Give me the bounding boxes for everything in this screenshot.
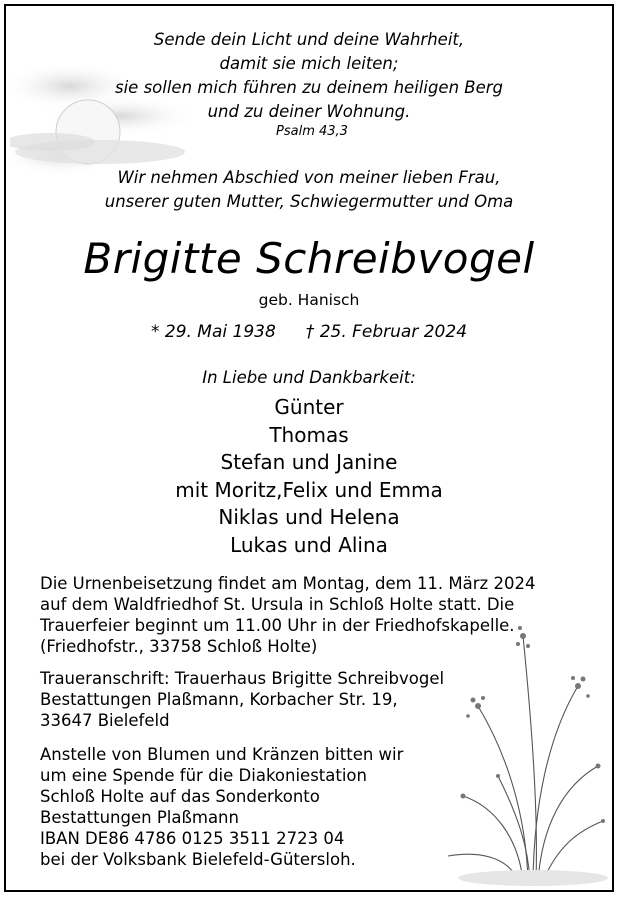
born-name: geb. Hanisch <box>258 291 360 309</box>
verse-line: damit sie mich leiten; <box>219 54 399 73</box>
death-date: † 25. Februar 2024 <box>305 322 468 342</box>
mourner-name: Günter <box>274 395 344 419</box>
funeral-line: Trauerfeier beginnt um 11.00 Uhr in der Friedhofskapelle. <box>40 616 515 635</box>
donation-line: bei der Volksbank Bielefeld-Gütersloh. <box>40 850 356 869</box>
funeral-info <box>40 573 592 657</box>
address-line: Traueranschrift: Trauerhaus Brigitte Schreibvogel <box>40 669 445 688</box>
obituary-notice <box>4 4 614 892</box>
donation-line: Anstelle von Blumen und Kränzen bitten wir <box>40 745 404 764</box>
verse-reference: Psalm 43,3 <box>276 124 348 139</box>
donation-info <box>40 744 592 870</box>
donation-line: IBAN DE86 4786 0125 3511 2723 04 <box>40 829 345 848</box>
birth-date: * 29. Mai 1938 <box>150 322 276 342</box>
mourner-name: Lukas und Alina <box>230 532 388 557</box>
mourners-list <box>6 394 612 559</box>
verse-line: Sende dein Licht und deine Wahrheit, <box>153 30 465 49</box>
mourner-name: mit Moritz,Felix und Emma <box>175 477 443 502</box>
donation-line: Bestattungen Plaßmann <box>40 808 239 827</box>
farewell-line: Wir nehmen Abschied von meiner lieben Frau, <box>117 168 501 187</box>
funeral-line: (Friedhofstr., 33758 Schloß Holte) <box>40 637 318 656</box>
life-dates <box>6 322 612 342</box>
mourning-address <box>40 668 592 731</box>
mourner-name: Thomas <box>269 422 349 447</box>
farewell-line: unserer guten Mutter, Schwiegermutter und Oma <box>104 192 514 211</box>
address-line: Bestattungen Plaßmann, Korbacher Str. 19, <box>40 690 398 709</box>
verse-line: und zu deiner Wohnung. <box>207 102 411 121</box>
address-line: 33647 Bielefeld <box>40 711 170 730</box>
funeral-line: Die Urnenbeisetzung findet am Montag, dem 11. März 2024 <box>40 574 536 593</box>
mourners-intro: In Liebe und Dankbarkeit: <box>202 368 416 387</box>
mourner-name: Niklas und Helena <box>218 505 400 529</box>
donation-line: Schloß Holte auf das Sonderkonto <box>40 787 320 806</box>
mourner-name: Stefan und Janine <box>220 450 398 474</box>
funeral-line: auf dem Waldfriedhof St. Ursula in Schloß Holte statt. Die <box>40 595 515 614</box>
deceased-name: Brigitte Schreibvogel <box>83 234 535 283</box>
donation-line: um eine Spende für die Diakoniestation <box>40 766 367 785</box>
verse-line: sie sollen mich führen zu deinem heiligen Berg <box>115 78 503 97</box>
bible-verse <box>6 28 612 124</box>
farewell-text <box>6 166 612 214</box>
